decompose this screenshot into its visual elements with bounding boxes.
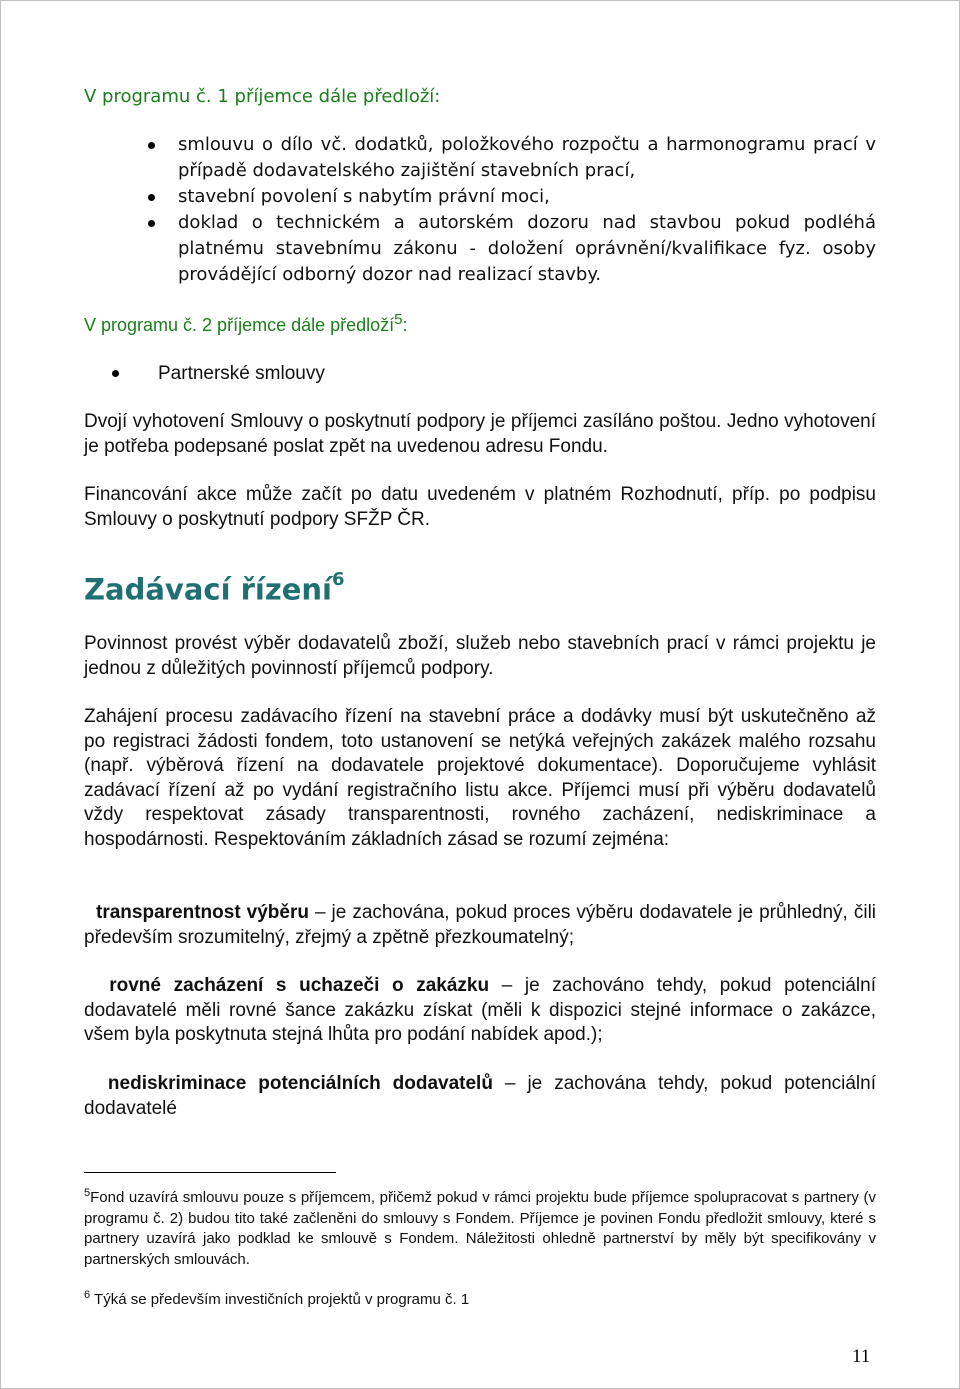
- footnote-separator: [84, 1172, 336, 1173]
- footnote-text: Fond uzavírá smlouvu pouze s příjemcem, přičemž pokud v rámci projektu bude příjemce spolupracovat s partnery (v programu č. 2) budou tito také začleněni do smlouvy s Fondem. Příjemce je povinen Fondu předložit smlouvy, které s partnery uzavírá jako podklad ke smlouvě s Fondem. Náležitosti ohledně partnerství by měly být specifikovány v partnerských smlouvách.: [84, 1189, 876, 1268]
- principle-term: nediskriminace potenciálních dodavatelů: [107, 1073, 493, 1094]
- principle-text: je zachována, pokud proces výběru dodavatele je průhledný, čili především srozumitelný, zřejmý a zpětně přezkoumatelný;: [84, 902, 877, 948]
- dash: –: [308, 902, 332, 923]
- footnote-5: [84, 1183, 876, 1270]
- section2-heading-colon: :: [402, 315, 408, 335]
- section3-paragraph-2: Zahájení procesu zadávacího řízení na stavební práce a dodávky musí být uskutečněno až po registraci žádosti fondem, toto ustanovení se netýká veřejných zakázek malého rozsahu (např. výběrová řízení na dodavatele projektové dokumentace). Doporučujeme vyhlásit zadávací řízení až po vydání registračního listu akce. Příjemci musí při výběru dodavatelů vždy respektovat zásady transparentnosti, rovného zacházení, nediskriminace a hospodárnosti. Respektováním základních zásad se rozumí zejména:: [84, 706, 876, 850]
- page-number: 11: [852, 1346, 871, 1367]
- section3-heading-text: Zadávací řízení: [84, 572, 333, 607]
- list-item: stavební povolení s nabytím právní moci,: [84, 184, 876, 210]
- principle-nondiscrimination: [84, 1072, 876, 1121]
- principle-transparency: [84, 901, 876, 950]
- footnote-number: 5: [84, 1187, 91, 1199]
- section3-paragraph-1: Povinnost provést výběr dodavatelů zboží, služeb nebo stavebních prací v rámci projektu je jednou z důležitých povinností příjemců podpory.: [84, 633, 876, 679]
- list-item: doklad o technickém a autorském dozoru nad stavbou pokud podléhá platnému stavebnímu zákonu - doložení oprávnění/kvalifikace fyz. osoby provádějící odborný dozor nad realizací stavby.: [84, 210, 876, 288]
- list-item: Partnerské smlouvy: [158, 363, 325, 384]
- footnote-ref-5[interactable]: 5: [394, 311, 403, 328]
- section3-heading: [84, 566, 345, 608]
- footnote-number: 6: [84, 1289, 91, 1301]
- section1-list: [84, 132, 876, 288]
- footnote-6: [84, 1285, 876, 1311]
- footnote-ref-6[interactable]: 6: [332, 569, 345, 590]
- section2-paragraph-1: Dvojí vyhotovení Smlouvy o poskytnutí podpory je příjemci zasíláno poštou. Jedno vyhotovení je potřeba podepsané poslat zpět na uvedenou adresu Fondu.: [84, 411, 876, 457]
- dash: –: [492, 1073, 528, 1094]
- principle-text: je zachováno tehdy, pokud potenciální dodavatelé měli rovné šance zakázku získat (měli k dispozici stejné informace o zakázce, všem byla poskytnuta stejná lhůta pro podání nabídek apod.);: [84, 975, 876, 1045]
- list-item: smlouvu o dílo vč. dodatků, položkového rozpočtu a harmonogramu prací v případě dodavatelského zajištění stavebních prací,: [84, 132, 876, 184]
- principle-term: rovné zacházení s uchazeči o zakázku: [109, 975, 490, 996]
- principle-equal-treatment: [84, 974, 876, 1048]
- principle-term: transparentnost výběru: [96, 902, 309, 923]
- principle-text: je zachována tehdy, pokud potenciální dodavatelé: [84, 1073, 876, 1119]
- footnote-text: Týká se především investičních projektů v programu č. 1: [94, 1291, 470, 1308]
- section1-heading: V programu č. 1 příjemce dále předloží:: [84, 86, 441, 107]
- bullet: [112, 370, 119, 377]
- section2-heading-text: V programu č. 2 příjemce dále předloží: [84, 315, 395, 335]
- section2-paragraph-2: Financování akce může začít po datu uvedeném v platném Rozhodnutí, příp. po podpisu Smlouvy o poskytnutí podpory SFŽP ČR.: [84, 484, 876, 530]
- dash: –: [489, 975, 525, 996]
- section2-heading: [84, 309, 408, 336]
